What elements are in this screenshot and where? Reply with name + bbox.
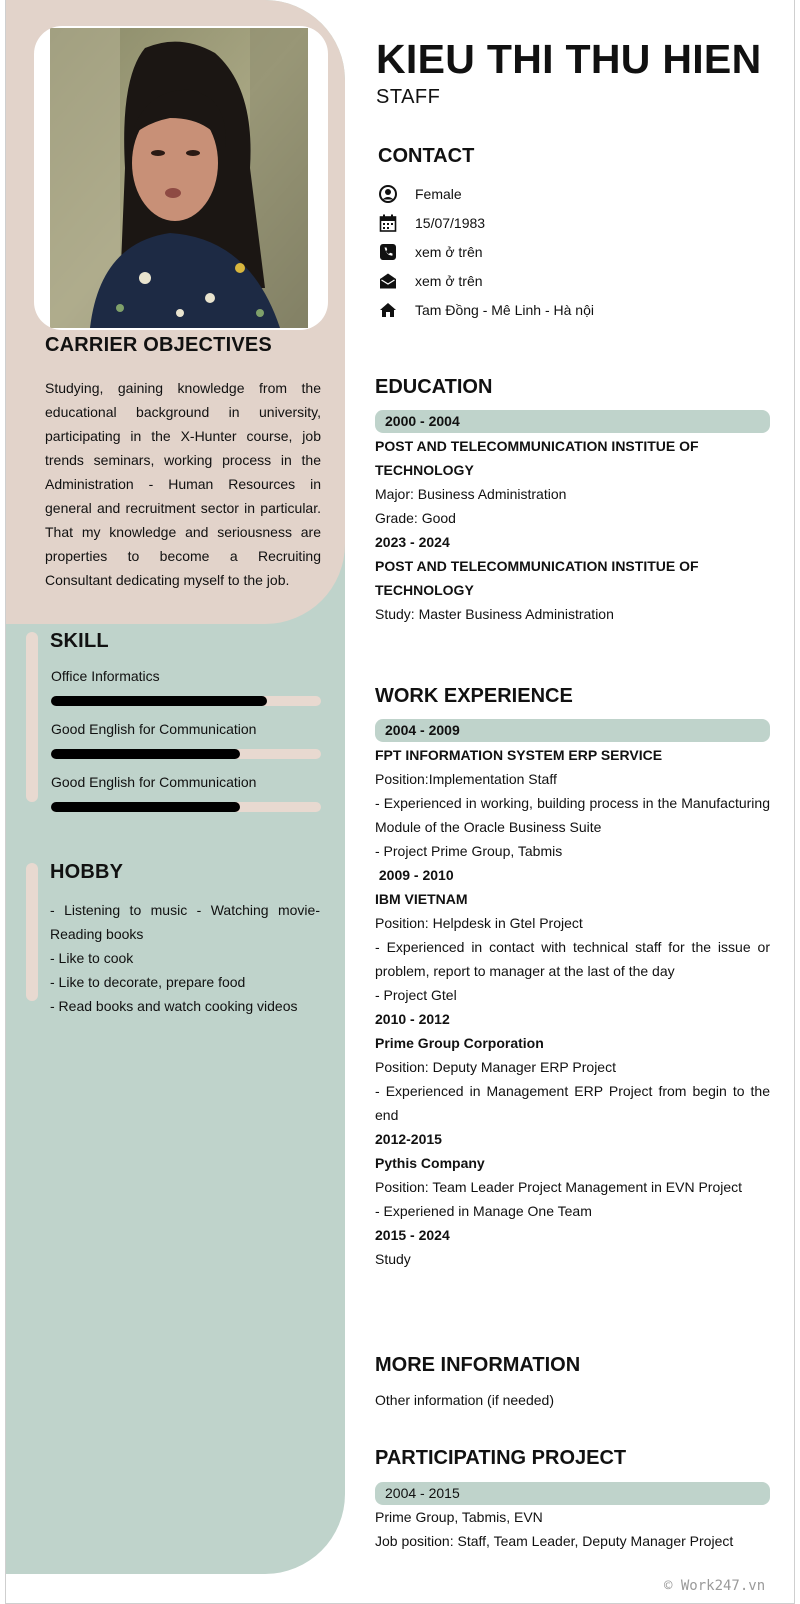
contact-address (378, 298, 594, 322)
contact-text: 15/07/1983 (415, 215, 486, 231)
contact-title: CONTACT (378, 145, 475, 167)
candidate-position: STAFF (376, 86, 441, 108)
contact-birthday (378, 211, 486, 235)
work-line: - Project Prime Group, Tabmis (375, 843, 563, 859)
contact-text: xem ở trên (415, 273, 483, 289)
skill-label: Office Informatics (51, 668, 160, 684)
contact-text: Female (415, 186, 462, 202)
skill-track (51, 749, 321, 759)
work-line: 2015 - 2024 (375, 1227, 450, 1243)
skill-level-fill (51, 749, 240, 759)
work-period: 2004 - 2009 (385, 722, 460, 738)
contact-gender (378, 182, 462, 206)
work-line: - Experienced in contact with technical staff for the issue or problem, report to manager at the last of the day (375, 939, 770, 979)
education-line: TECHNOLOGY (375, 582, 474, 598)
education-line: Major: Business Administration (375, 486, 567, 502)
home-icon (378, 300, 398, 320)
watermark: © Work247.vn (664, 1578, 766, 1594)
list-item: - Like to decorate, prepare food (50, 974, 246, 990)
more-info-title: MORE INFORMATION (375, 1354, 581, 1376)
work-line: Position: Deputy Manager ERP Project (375, 1059, 616, 1075)
education-line: POST AND TELECOMMUNICATION INSTITUE OF (375, 558, 699, 574)
list-item: - Read books and watch cooking videos (50, 998, 298, 1014)
more-info-text: Other information (if needed) (375, 1392, 554, 1408)
project-period-band (375, 1482, 770, 1505)
education-line: Grade: Good (375, 510, 456, 526)
education-line: TECHNOLOGY (375, 462, 474, 478)
education-line: 2023 - 2024 (375, 534, 450, 550)
work-line: Prime Group Corporation (375, 1035, 544, 1051)
education-period-band (375, 410, 770, 433)
skill-level-fill (51, 802, 240, 812)
skill-label: Good English for Communication (51, 774, 257, 790)
work-line: - Experiened in Manage One Team (375, 1203, 592, 1219)
work-line: Position: Helpdesk in Gtel Project (375, 915, 583, 931)
education-line: POST AND TELECOMMUNICATION INSTITUE OF (375, 438, 699, 454)
contact-email (378, 269, 483, 293)
work-line: Pythis Company (375, 1155, 485, 1171)
work-line: - Project Gtel (375, 987, 457, 1003)
work-line: 2012-2015 (375, 1131, 442, 1147)
sidebar (6, 0, 345, 1574)
list-item: - Like to cook (50, 950, 134, 966)
skill-level-fill (51, 696, 267, 706)
work-title: WORK EXPERIENCE (375, 685, 573, 707)
objectives-text: Studying, gaining knowledge from the educational background in university, participating in the X-Hunter course, job trends seminars, working process in the Administration - Human Resources in general and recruitment sector in particular. That my knowledge and seriousness are properties to become a Recruiting Consultant dedicating myself to the job. (45, 380, 321, 588)
work-period-band (375, 719, 770, 742)
phone-icon (378, 242, 398, 262)
skill-title: SKILL (50, 630, 109, 652)
work-line: 2010 - 2012 (375, 1011, 450, 1027)
project-title: PARTICIPATING PROJECT (375, 1447, 627, 1469)
profile-photo-frame (34, 26, 328, 330)
list-item: - Listening to music - Watching movie- Reading books (50, 902, 320, 942)
skill-track (51, 802, 321, 812)
work-line: Study (375, 1251, 411, 1267)
work-line: Position:Implementation Staff (375, 771, 557, 787)
work-line: - Experienced in working, building process in the Manufacturing Module of the Oracle Business Suite (375, 795, 770, 835)
contact-text: xem ở trên (415, 244, 483, 260)
skill-track (51, 696, 321, 706)
work-line: - Experienced in Management ERP Project from begin to the end (375, 1083, 770, 1123)
candidate-name: KIEU THI THU HIEN (376, 36, 762, 82)
hobby-title: HOBBY (50, 861, 124, 883)
profile-photo (50, 28, 308, 328)
contact-phone (378, 240, 483, 264)
objectives-title: CARRIER OBJECTIVES (45, 334, 272, 356)
work-line: Position: Team Leader Project Management in EVN Project (375, 1179, 743, 1195)
hobby-list (50, 898, 320, 1018)
skill-decorative-bar (26, 632, 38, 802)
work-line: 2009 - 2010 (375, 867, 454, 883)
education-line: Study: Master Business Administration (375, 606, 614, 622)
hobby-decorative-bar (26, 863, 38, 1001)
project-line: Job position: Staff, Team Leader, Deputy Manager Project (375, 1533, 734, 1549)
work-line: IBM VIETNAM (375, 891, 468, 907)
project-line: Prime Group, Tabmis, EVN (375, 1509, 543, 1525)
education-title: EDUCATION (375, 376, 493, 398)
skill-label: Good English for Communication (51, 721, 257, 737)
work-line: FPT INFORMATION SYSTEM ERP SERVICE (375, 747, 663, 763)
user-circle-icon (378, 184, 398, 204)
contact-text: Tam Đồng - Mê Linh - Hà nội (415, 302, 594, 318)
envelope-icon (378, 271, 398, 291)
education-period: 2000 - 2004 (385, 413, 460, 429)
calendar-icon (378, 213, 398, 233)
project-period: 2004 - 2015 (385, 1485, 460, 1501)
